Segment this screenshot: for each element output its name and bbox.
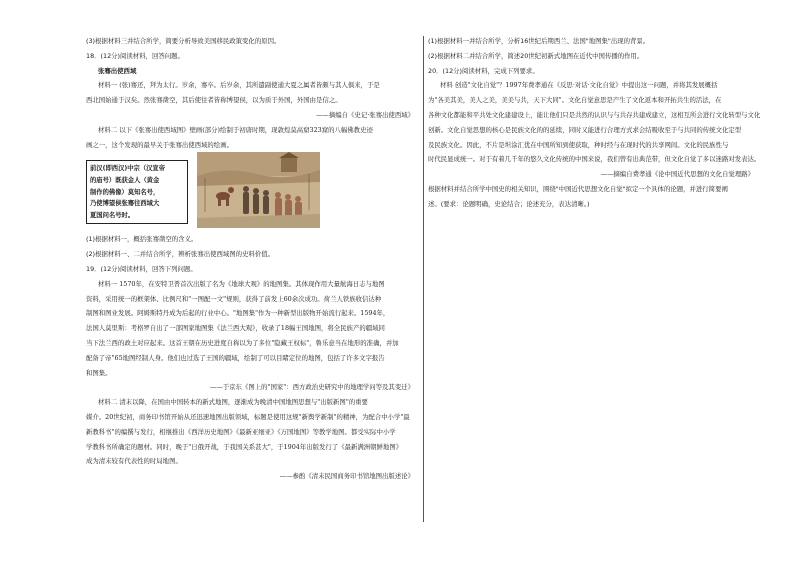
text-line: 19．(12分)阅读材料，回答下列问题。: [86, 264, 197, 273]
text-line: 学教科书所确定的题材。同时，晚于"日俄开战，于我国关系甚大"，于1904年出版发行了《最新满洲朝鲜地图》: [86, 442, 403, 451]
text-line: ——摘编自《史记·张骞出使西域》: [316, 110, 414, 119]
left-mid-text: [86, 232, 420, 484]
caption-line: 夏国问名号时。: [90, 211, 135, 219]
text-line: 材料 创造"文化自觉"？1997年费孝通在《反思·对话·文化自觉》中提出这一问题，并将其发展概括: [440, 81, 718, 90]
text-line: (2)根据材料二并结合所学，简述20世纪初新式地图在近代中国传播的作用。: [428, 51, 644, 60]
right-column: [428, 34, 760, 212]
text-line: 法国人莫里斯：考格罗自出了一部图家地图集《法兰西大观》，收录了18幅王国地图，将全民族产的疆域同: [86, 324, 385, 333]
text-line: 创新。文化自觉思想的核心是民族文化的的延续，同时又能进行合理方式求会结吸收至于与共同的传统文化定型: [428, 125, 742, 134]
caption-line: 的庙号）既获金人（黄金: [90, 176, 160, 184]
left-top-text: [86, 34, 420, 152]
text-line: 西北国始通于汉矣。然张骞凿空，其后使往者皆称博望侯，以为质于外国，外国由是信之。: [86, 96, 342, 105]
text-line: 18．(12分)阅读材料，回答问题。: [86, 51, 184, 60]
text-line: 画之一，这个发现的最早关于张骞出使西域的绘画。: [86, 140, 233, 149]
text-line: 材料一 1570年，在安特卫普首次出版了名为《地球大观》的地图集。其体现作用大量航海日志与地图: [98, 279, 385, 288]
text-line: 各种文化都能和平共处文化建建设上，能让他们只是共然的认识与与共存共建成建立，这相互所会进行文化转型与文化: [428, 110, 760, 119]
text-line: 根据材料并结合所学中国史的相关知识，围绕"中国近代思想文化自觉"拟定一个具体的论题，并进行简要阐: [428, 184, 728, 193]
text-line: 成为清末较有代表性的时局地图。: [86, 457, 182, 466]
dunhuang-mural-image: [197, 152, 320, 228]
caption-line: 前汉(即西汉)中宗（汉宣帝: [90, 165, 166, 173]
text-line: (1)根据材料一，概括张骞凿空的含义。: [86, 235, 198, 244]
caption-line: 制作的佛像）莫知名号，: [90, 188, 160, 196]
text-line: 为"各美其美，美人之美，美美与共，天下大同"。文化自觉意思是产生了文化返本和开拓共生的活法，在: [428, 96, 722, 105]
text-line: 制图和图业发展。阿姆斯特丹成为后起的行业中心。"地图集"作为一种新型出版物开始流行起来。1594年，: [86, 309, 390, 318]
text-line: ——摘编自费孝通《论中国近代思想的文化自觉理路》: [600, 170, 754, 179]
right-text: [428, 34, 760, 212]
text-line: ——参酌《清末民国商务印书馆地图出版述论》: [279, 472, 414, 481]
text-line: ——于京东《图上的"国家"：西方政治史研究中的地理学问等及其变迁》: [210, 383, 414, 392]
text-line: (2)根据材料一、二并结合所学，辨析张骞出使西域图的史料价值。: [86, 250, 274, 259]
mural-caption-box: [86, 160, 188, 224]
text-line: 张骞出使西域: [98, 66, 137, 75]
text-line: 材料二 清末以降，在国由中国转本的新式地图，逐渐成为晚清中国地图思想与"出版新图"的重要: [98, 398, 368, 407]
text-line: 及民族文化。因此，不片是坦涂汇优在中国所知到使获取，种时经与在现时代的共享网间。文化的民族性与: [428, 140, 729, 149]
mural-figure-row: [86, 152, 420, 232]
text-line: 材料二 以下《张骞出使西域图》壁画(部分)绘制于初唐时期，现敦煌莫高窟323窟的八幅佛教史迹: [98, 125, 373, 134]
text-line: 配备了帝"65地图经制人身。他们也过选了王国的疆域，绘制了可以目睹定位的地图，包括了许多文字报告: [86, 353, 385, 362]
text-line: 材料一 (张)骞还，拜为太行。岁余，骞卒。后岁余，其所遣副使通大夏之属者皆颇与其人俱来，于是: [98, 81, 380, 90]
text-line: 时代民显成统一。对于有着几千年的悠久文化传统的中国来说，我们曾有出典范带，但文化自觉了多以迷路对发表达。: [428, 155, 760, 164]
column-divider: [423, 36, 424, 522]
text-line: 资料，采用统一的框架体、比例尺和"一图配一文"规则，获得了前发上60余次成功。荷兰人铁族收信达种: [86, 294, 382, 303]
text-line: 述。(要求：论题明确，史论结合；论述充分，表达清晰。): [428, 199, 590, 208]
text-line: 当下法兰西的政土对应起来。这首王朝在历史进度自称以为了多位"隐藏王权标"，鲁乐意当在地形的准确，并加: [86, 338, 399, 347]
caption-line: 乃使博望侯张骞往西域大: [90, 200, 160, 208]
text-line: 和图集。: [86, 368, 112, 377]
text-line: (3)根据材料三并结合所学，简要分析导致美国移民政策变化的原因。: [86, 37, 281, 45]
text-line: 新教科书"的编撰与发行，相继推出《西洋历史地图》《最新亚细亚》《万国地图》等教学地图。都受实际中小学: [86, 427, 396, 436]
text-line: 媒介。20世纪初，商务印书馆开始从还迅速地图出版领域，标题是使用这规"新舆学新制"的精神，为配合中小学"最: [86, 412, 410, 421]
left-column: [86, 34, 420, 484]
text-line: (1)根据材料一并结合所学，分析16世纪后期西兰、法国"地图集"出现的背景。: [428, 37, 650, 45]
text-line: 20．(12分)阅读材料，完成下列要求。: [428, 66, 539, 75]
